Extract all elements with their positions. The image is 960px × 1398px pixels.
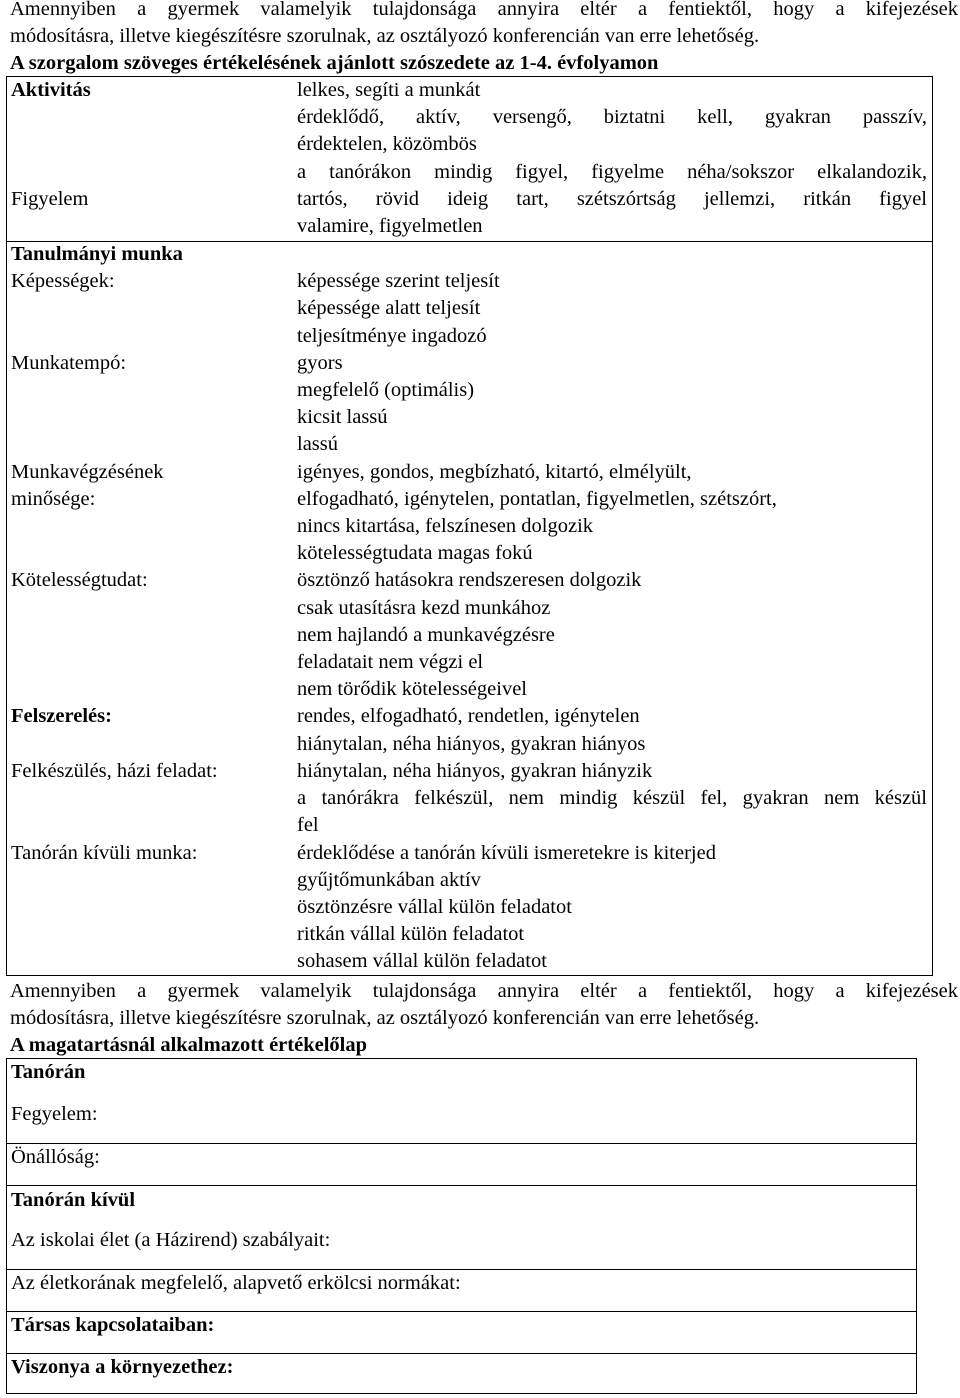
table1-right-line: fel (297, 814, 319, 836)
intro-note-line-1: Amennyiben a gyermek valamelyik tulajdonsága annyira eltér a fentiektől, hogy a kifejezések (10, 0, 958, 20)
activity-line-1: lelkes, segíti a munkát (297, 79, 481, 101)
table1-right-line: ösztönzésre vállal külön feladatot (297, 896, 572, 918)
table1-right-line: hiánytalan, néha hiányos, gyakran hiányzik (297, 760, 653, 782)
intro-note (10, 0, 958, 50)
activity-line-3: érdektelen, közömbös (297, 133, 477, 155)
table1-right-line: nem hajlandó a munkavégzésre (297, 624, 555, 646)
table1-right-line: rendes, elfogadható, rendetlen, igénytelen (297, 705, 640, 727)
label-equipment: Felszerelés: (11, 705, 112, 727)
section2-heading: A magatartásnál alkalmazott értékelőlap (10, 1034, 367, 1056)
table1-right-line: elfogadható, igénytelen, pontatlan, figyelmetlen, szétszórt, (297, 488, 777, 510)
label-pace: Munkatempó: (11, 352, 127, 374)
table1-right-line: kicsit lassú (297, 406, 388, 428)
table1-right-line: csak utasításra kezd munkához (297, 597, 551, 619)
environment-row (7, 1353, 916, 1393)
table1-right-line: gyors (297, 352, 343, 374)
section1-heading: A szorgalom szöveges értékelésének ajánlott szószedete az 1-4. évfolyamon (10, 52, 659, 74)
discipline-label: Fegyelem: (11, 1103, 98, 1125)
table1-right-line: nem törődik kötelességeivel (297, 678, 527, 700)
table1-right-line: kötelességtudata magas fokú (297, 542, 533, 564)
table1-right-line: gyűjtőmunkában aktív (297, 869, 481, 891)
header-activity: Aktivitás (11, 79, 91, 101)
table1-right-line: ösztönző hatásokra rendszeresen dolgozik (297, 569, 642, 591)
independence-label: Önállóság: (11, 1146, 100, 1168)
outside-class-heading: Tanórán kívül (11, 1189, 136, 1211)
school-rules-label: Az iskolai élet (a Házirend) szabályait: (11, 1229, 331, 1251)
diligence-vocabulary-table (6, 76, 933, 976)
table1-right-line: teljesítménye ingadozó (297, 325, 487, 347)
outside-class-row (7, 1185, 916, 1269)
label-duty: Kötelességtudat: (11, 569, 148, 591)
attention-line-2: tartós, rövid ideig tart, szétszórtság jellemzi, ritkán figyel (297, 188, 927, 210)
social-relations-row (7, 1311, 916, 1353)
activity-line-2: érdeklődő, aktív, versengő, biztatni kell, gyakran passzív, (297, 106, 927, 128)
attention-line-3: valamire, figyelmetlen (297, 215, 483, 237)
table1-right-line: érdeklődése a tanórán kívüli ismeretekre is kiterjed (297, 842, 716, 864)
table1-right-line: igényes, gondos, megbízható, kitartó, elmélyült, (297, 461, 692, 483)
attention-label: Figyelem (11, 188, 89, 210)
in-class-heading: Tanórán (11, 1061, 86, 1083)
environment-label: Viszonya a környezethez: (11, 1356, 234, 1378)
attention-line-1: a tanórákon mindig figyel, figyelme néha/sokszor elkalandozik, (297, 161, 927, 183)
table1-right-line: képessége alatt teljesít (297, 297, 481, 319)
label-quality-2: minősége: (11, 488, 96, 510)
label-extracurricular: Tanórán kívüli munka: (11, 842, 198, 864)
independence-row (7, 1143, 916, 1185)
moral-norms-row (7, 1269, 916, 1311)
table1-right-line: ritkán vállal külön feladatot (297, 923, 525, 945)
table1-right-line: képessége szerint teljesít (297, 270, 500, 292)
label-quality-1: Munkavégzésének (11, 461, 164, 483)
table1-right-line: sohasem vállal külön feladatot (297, 950, 547, 972)
outro-note (10, 978, 958, 1032)
table1-right-line: hiánytalan, néha hiányos, gyakran hiányos (297, 733, 646, 755)
outro-note-line-1: Amennyiben a gyermek valamelyik tulajdonsága annyira eltér a fentiektől, hogy a kifejezések (10, 980, 958, 1002)
table1-right-line: megfelelő (optimális) (297, 379, 475, 401)
label-abilities: Képességek: (11, 270, 115, 292)
outro-note-line-2: módosításra, illetve kiegészítésre szorulnak, az osztályozó konferencián van erre lehetőség. (10, 1007, 760, 1030)
table1-right-line: nincs kitartása, felszínesen dolgozik (297, 515, 594, 537)
in-class-row (7, 1059, 916, 1143)
behavior-evaluation-table (6, 1058, 917, 1394)
table1-right-line: lassú (297, 433, 338, 455)
table1-right-line: feladatait nem végzi el (297, 651, 484, 673)
study-work-heading: Tanulmányi munka (11, 243, 183, 265)
social-relations-label: Társas kapcsolataiban: (11, 1314, 215, 1336)
moral-norms-label: Az életkorának megfelelő, alapvető erkölcsi normákat: (11, 1272, 461, 1294)
label-preparation: Felkészülés, házi feladat: (11, 760, 218, 782)
table1-right-line: a tanórákra felkészül, nem mindig készül fel, gyakran nem készül (297, 787, 927, 809)
intro-note-line-2: módosításra, illetve kiegészítésre szorulnak, az osztályozó konferencián van erre lehetőség. (10, 25, 760, 48)
